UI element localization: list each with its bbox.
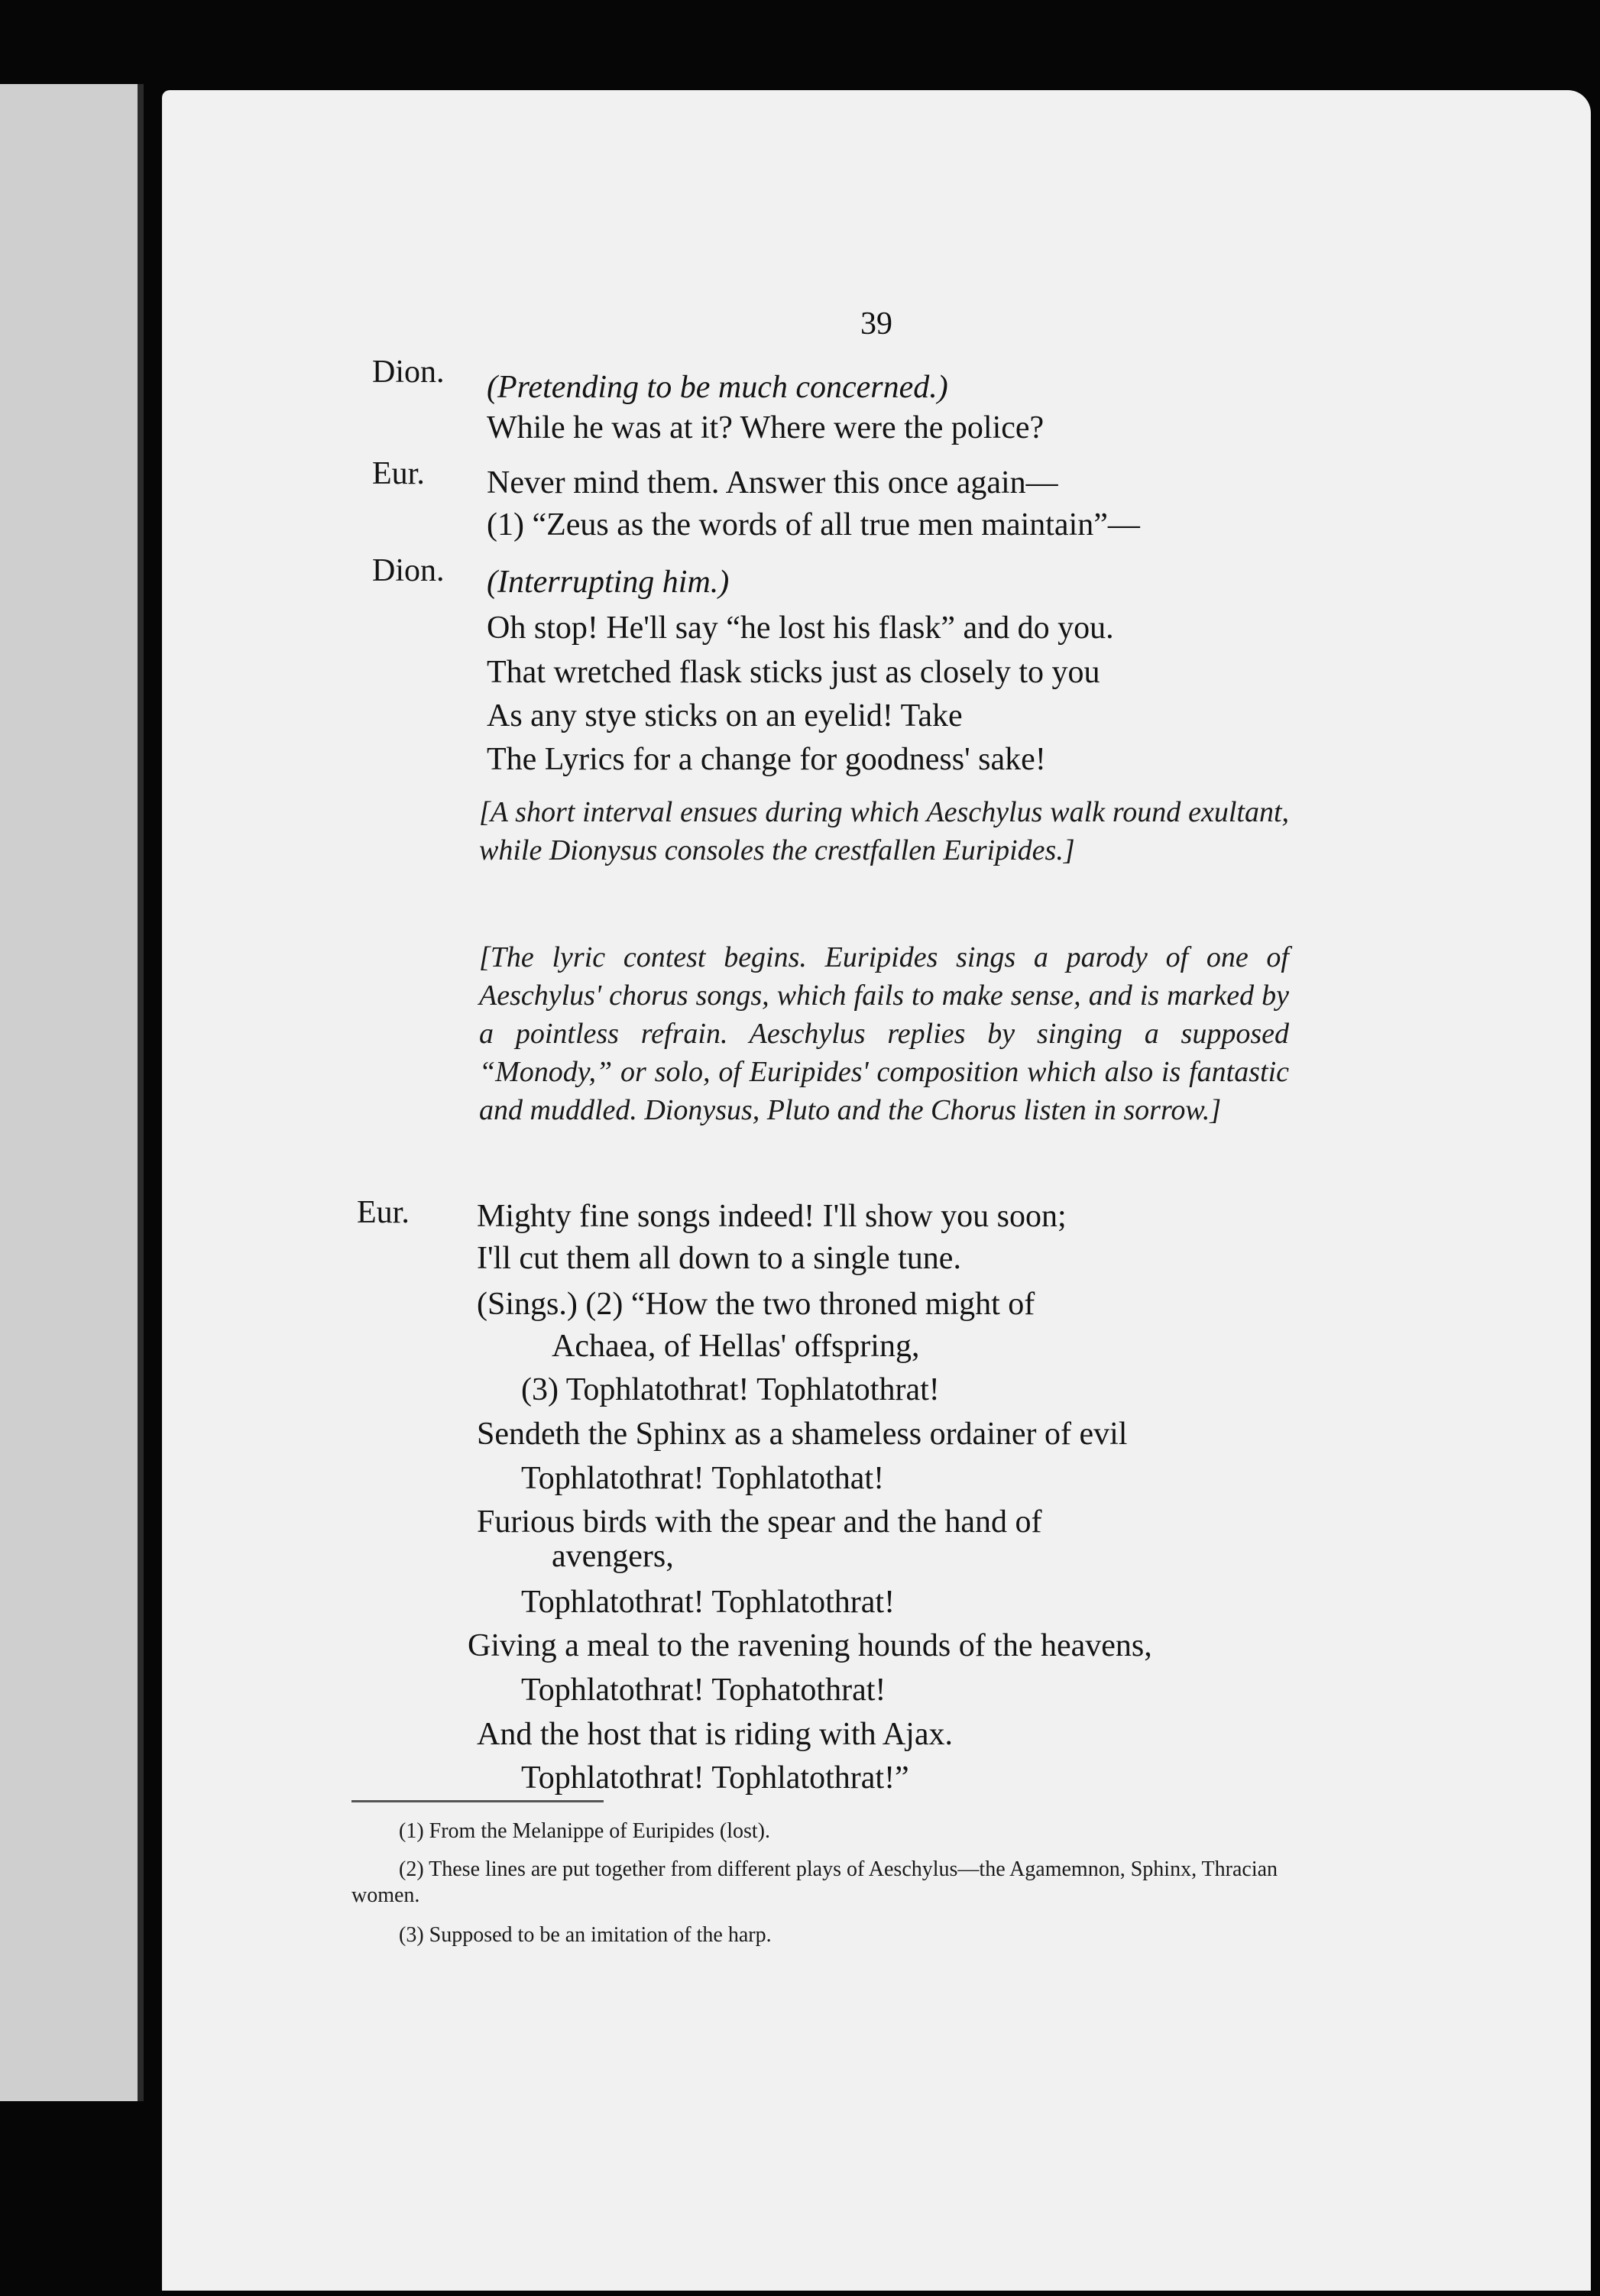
song-line: Mighty fine songs indeed! I'll show you soon;: [477, 1199, 1067, 1234]
speaker-label: Eur.: [372, 456, 425, 491]
song-line: And the host that is riding with Ajax.: [477, 1717, 953, 1752]
stage-direction-interval: [A short interval ensues during which Aeschylus walk round exultant, while Dionysus consoles the crestfallen Euripides.]: [479, 796, 1289, 866]
footnote: (3) Supposed to be an imitation of the harp.: [399, 1923, 772, 1947]
page-number: 39: [860, 306, 892, 342]
verse-line: Never mind them. Answer this once again—: [487, 465, 1058, 500]
song-line: Furious birds with the spear and the hand of: [477, 1504, 1042, 1540]
stage-direction-inline: (Interrupting him.): [487, 565, 730, 600]
footnote: (2) These lines are put together from different plays of Aeschylus—the Agamemnon, Sphinx, Thracian women.: [351, 1857, 1278, 1907]
song-line: I'll cut them all down to a single tune.: [477, 1241, 961, 1276]
verse-line: While he was at it? Where were the police?: [487, 410, 1045, 445]
verse-line: (1) “Zeus as the words of all true men maintain”—: [487, 507, 1140, 542]
speaker-label: Dion.: [372, 355, 445, 390]
song-line: avengers,: [552, 1539, 674, 1574]
song-line: (Sings.) (2) “How the two throned might of: [477, 1287, 1035, 1322]
verse-line: The Lyrics for a change for goodness' sake!: [487, 742, 1046, 777]
speaker-label: Dion.: [372, 553, 445, 588]
song-refrain: Tophlatothrat! Tophlatothrat!”: [521, 1760, 909, 1796]
footnote-rule: [351, 1800, 604, 1802]
song-refrain: (3) Tophlatothrat! Tophlatothrat!: [521, 1372, 940, 1407]
stage-direction-lyric-contest: [The lyric contest begins. Euripides sings a parody of one of Aeschylus' chorus songs, which fails to make sense, and is marked by a pointless refrain. Aeschylus replies by singing a supposed “Monody,” or solo, of Euripides' composition which also is fantastic and muddled. Dionysus, Pluto and the Chorus listen in sorrow.]: [479, 941, 1289, 1126]
verse-line: Oh stop! He'll say “he lost his flask” and do you.: [487, 610, 1114, 646]
song-line: Giving a meal to the ravening hounds of the heavens,: [468, 1628, 1152, 1663]
song-line: Achaea, of Hellas' offspring,: [552, 1329, 920, 1364]
verse-line: As any stye sticks on an eyelid! Take: [487, 698, 963, 733]
footnote: (1) From the Melanippe of Euripides (lost).: [399, 1819, 771, 1843]
song-line: Sendeth the Sphinx as a shameless ordainer of evil: [477, 1417, 1128, 1452]
stage-direction-inline: (Pretending to be much concerned.): [487, 370, 948, 405]
book-page: [162, 90, 1591, 2291]
song-refrain: Tophlatothrat! Tophatothrat!: [521, 1673, 886, 1708]
speaker-label: Eur.: [357, 1195, 410, 1230]
facing-page-edge: [0, 84, 144, 2101]
song-refrain: Tophlatothrat! Tophlatothat!: [521, 1461, 885, 1496]
song-refrain: Tophlatothrat! Tophlatothrat!: [521, 1585, 896, 1620]
verse-line: That wretched flask sticks just as closely to you: [487, 655, 1100, 690]
